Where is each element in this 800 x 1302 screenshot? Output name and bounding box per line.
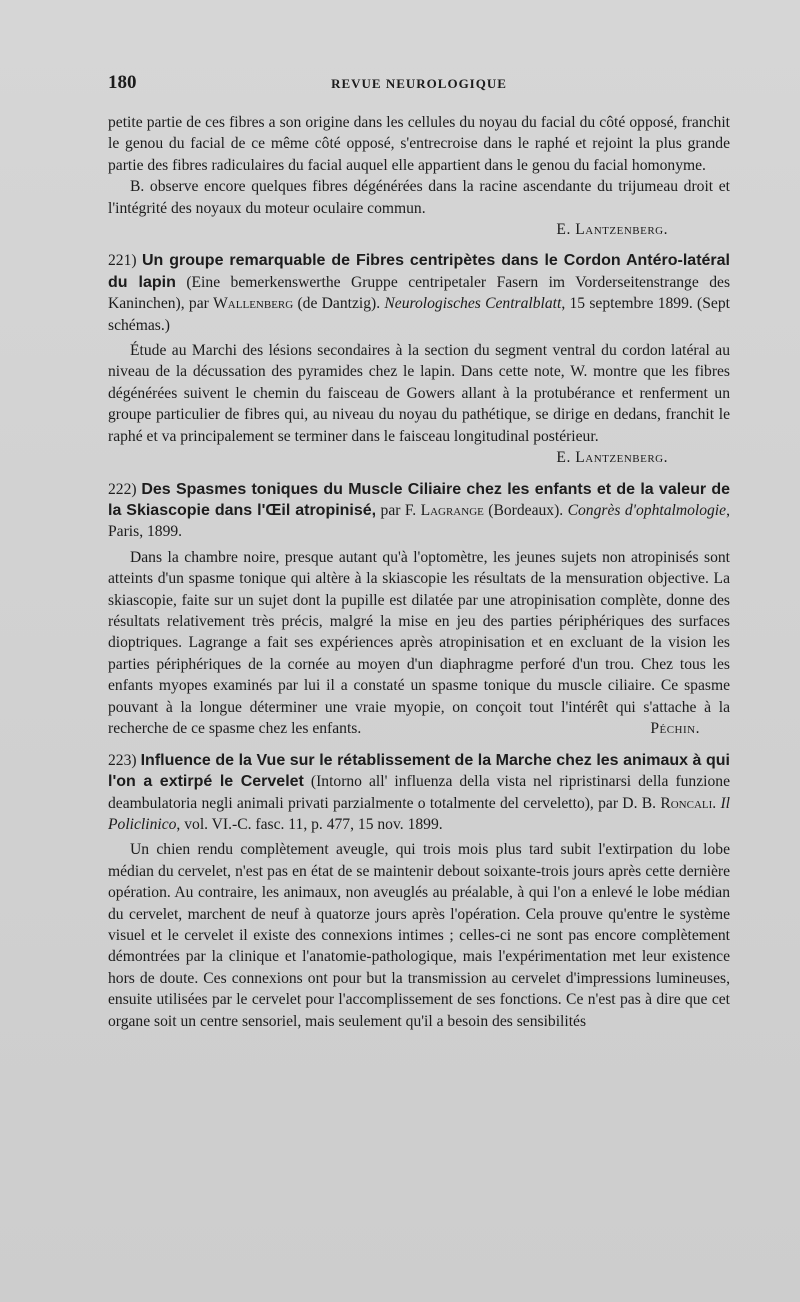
article-author: Wallenberg — [213, 295, 294, 313]
signature: Péchin. — [650, 720, 700, 738]
running-head: REVUE NEUROLOGIQUE — [331, 76, 507, 91]
article-affiliation: (Bordeaux). — [483, 501, 568, 519]
article-journal: Il Policlinico — [108, 794, 730, 833]
signature: E. Lantzenberg. — [556, 221, 668, 239]
article-author: Lagrange — [420, 501, 484, 519]
intro-paragraph: petite partie de ces fibres a son origine dans les cellules du noyau du facial du côté opposé, franchit le genou du facial de ce même côté opposé, s'entrecroise dans le raphé et rejoint la plus grande partie des fibres radiculaires du facial auquel elle appartient dans le genou du facial homonyme. — [108, 114, 730, 174]
article-affiliation: . — [712, 794, 721, 812]
article-number: 223) — [108, 751, 137, 769]
article-body: Dans la chambre noire, presque autant qu'à l'optomètre, les jeunes sujets non atropinisés sont atteints d'un spasme tonique qui altère à la skiascopie les résultats de la mensuration objective. La skiascopie, faite sur un sujet dont la pupille est dilatée par une atropinisation complète, donne des résultats relativement très précis, malgré la mise en jeu des parties périphériques des surfaces dioptriques. Lagrange a fait ses expériences après atropinisation et en excluant de la vision les parties périphériques de la cornée au moyen d'un diaphragme perforé d'un trou. Chez tous les enfants myopes examinés par lui il a constaté un spasme tonique du muscle ciliaire. Ce spasme pouvant à la longue déterminer une vraie myopie, on conçoit tout l'intérêt qui s'attache à la recherche de ce spasme chez les enfants. — [108, 548, 730, 737]
article-title: Des Spasmes toniques du Muscle Ciliaire chez les enfants et de la valeur de la Skiascopie dans l'Œil atropinisé, — [108, 480, 731, 519]
signature: E. Lantzenberg. — [556, 449, 668, 467]
article-number: 221) — [108, 252, 137, 270]
article-journal: Neurologisches Centralblatt — [384, 295, 562, 313]
article-heading — [108, 250, 730, 336]
article-details: , Paris, 1899. — [108, 501, 730, 541]
intro-paragraph: B. observe encore quelques fibres dégénérées dans la racine ascendante du trijumeau droit et l'intégrité des noyaux du moteur oculaire commun. — [108, 178, 730, 217]
article-title: Un groupe remarquable de Fibres centripètes dans le Cordon Antéro-latéral du lapin — [108, 252, 730, 291]
page-number: 180 — [108, 72, 137, 93]
article-body: Un chien rendu complètement aveugle, qui trois mois plus tard subit l'extirpation du lobe médian du cervelet, n'est pas en état de se maintenir debout soixante-trois jours après cette dernière opération. Au contraire, les animaux, non aveuglés au préalable, à qui l'on a enlevé le lobe médian du cervelet, marchent de neuf à quatorze jours après l'opération. Cela prouve qu'entre le système visuel et le cervelet il existe des connexions intimes ; celles-ci ne sont pas encore complètement démontrées par la clinique et l'anatomie-pathologique, mais l'expérimentation met leur existence hors de doute. Ces connexions ont pour but la transmission au cervelet d'impressions lumineuses, ensuite utilisées par le cervelet pour l'accomplissement de ses fonctions. Ce n'est pas à dire que cet organe soit un centre sensoriel, mais seulement qu'il a besoin des sensibilités — [108, 841, 730, 1030]
article-body: Étude au Marchi des lésions secondaires à la section du segment ventral du cordon latéral au niveau de la décussation des pyramides chez le lapin. Dans cette note, W. montre que les fibres dégénérées suivent le chemin du faisceau de Gowers allant à la protubérance et renferment un groupe particulier de fibres qui, au niveau du noyau du pathétique, se dirige en dedans, franchit le raphé et va principalement se terminer dans le faisceau longitudinal postérieur. — [108, 342, 730, 445]
article-subtitle: (Eine bemerkenswerthe Gruppe centripetaler Fasern im Vorderseitenstrange des Kaninchen), par — [108, 273, 731, 313]
article-number: 222) — [108, 480, 137, 498]
article-222 — [108, 479, 730, 740]
page-content — [108, 112, 730, 1032]
page-header — [108, 72, 730, 96]
article-journal: Congrès d'ophtalmologie — [567, 501, 727, 519]
article-details: , 15 septembre 1899. (Sept schémas.) — [108, 295, 730, 334]
article-heading — [108, 479, 730, 543]
article-author: Roncali — [660, 794, 713, 812]
article-details: , vol. VI.-C. fasc. 11, p. 477, 15 nov. 1899. — [176, 816, 443, 833]
article-subtitle: par F. — [376, 501, 421, 519]
article-221 — [108, 250, 730, 468]
article-heading — [108, 750, 730, 836]
article-subtitle: (Intorno all' influenza della vista nel ripristinarsi della funzione deambulatoria negli animali privati parzialmente o totalmente del cerveletto), par D. B. — [108, 773, 730, 812]
article-223 — [108, 750, 730, 1032]
article-affiliation: (de Dantzig). — [293, 295, 385, 313]
article-title: Influence de la Vue sur le rétablissement de la Marche chez les animaux à qui l'on a extirpé le Cervelet — [108, 751, 730, 791]
